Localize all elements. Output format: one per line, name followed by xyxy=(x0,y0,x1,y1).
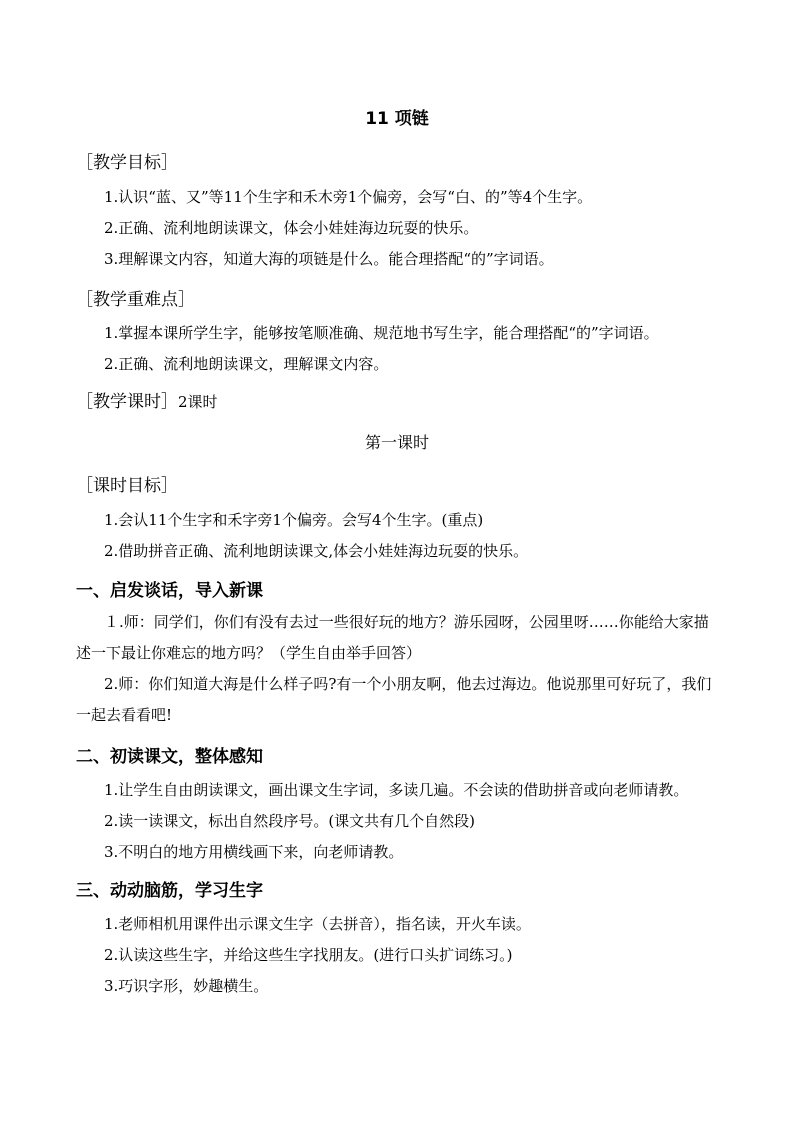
page-title: 11 项链 xyxy=(365,109,429,129)
goal-item-2: 2.正确、流利地朗读课文，体会小娃娃海边玩耍的快乐。 xyxy=(104,219,479,237)
section-1-paragraph-2-text: 2.师：你们知道大海是什么样子吗?有一个小朋友啊，他去过海边。他说那里可好玩了，我们一起去看看吧! xyxy=(76,675,712,724)
class-hours-heading: ［教学课时］ xyxy=(76,392,178,412)
class-hours-row xyxy=(76,387,218,412)
section-3-item-3: 3.巧识字形，妙趣横生。 xyxy=(104,977,269,995)
teaching-goals-heading: ［教学目标］ xyxy=(76,153,178,173)
lesson-goal-item-1: 1.会认11个生字和禾字旁1个偏旁。会写4个生字。(重点) xyxy=(104,511,484,529)
goal-item-1: 1.认识“蓝、又”等11个生字和禾木旁1个偏旁，会写“白、的”等4个生字。 xyxy=(104,188,593,206)
lesson-title: 第一课时 xyxy=(364,433,429,452)
goal-item-3: 3.理解课文内容，知道大海的项链是什么。能合理搭配“的”字词语。 xyxy=(104,250,554,268)
section-2-heading: 二、初读课文，整体感知 xyxy=(76,747,263,767)
section-3-item-1: 1.老师相机用课件出示课文生字（去拼音），指名读，开火车读。 xyxy=(104,915,531,933)
section-1-paragraph-1-text: １.师：同学们，你们有没有去过一些很好玩的地方？游乐园呀，公园里呀……你能给大家描述一下最让你难忘的地方吗？（学生自由举手回答） xyxy=(76,613,709,662)
section-2-item-1: 1.让学生自由朗读课文，画出课文生字词，多读几遍。不会读的借助拼音或向老师请教。 xyxy=(104,781,689,799)
key-point-item-1: 1.掌握本课所学生字，能够按笔顺准确、规范地书写生字，能合理搭配“的”字词语。 xyxy=(104,324,659,342)
section-3-item-2: 2.认读这些生字，并给这些生字找朋友。(进行口头扩词练习。) xyxy=(104,946,513,964)
lesson-goal-item-2: 2.借助拼音正确、流利地朗读课文,体会小娃娃海边玩耍的快乐。 xyxy=(104,542,529,560)
section-2-item-2: 2.读一读课文，标出自然段序号。(课文共有几个自然段) xyxy=(104,812,476,830)
section-1-paragraph-1 xyxy=(76,607,722,669)
section-1-paragraph-2 xyxy=(76,669,722,731)
key-point-item-2: 2.正确、流利地朗读课文，理解课文内容。 xyxy=(104,355,389,373)
lesson-goals-heading: ［课时目标］ xyxy=(76,476,178,496)
section-2-item-3: 3.不明白的地方用横线画下来，向老师请教。 xyxy=(104,843,404,861)
section-3-heading: 三、动动脑筋，学习生字 xyxy=(76,881,263,901)
section-1-heading: 一、启发谈话，导入新课 xyxy=(76,581,263,601)
key-points-heading: ［教学重难点］ xyxy=(76,290,195,310)
class-hours-value: 2课时 xyxy=(178,393,218,411)
